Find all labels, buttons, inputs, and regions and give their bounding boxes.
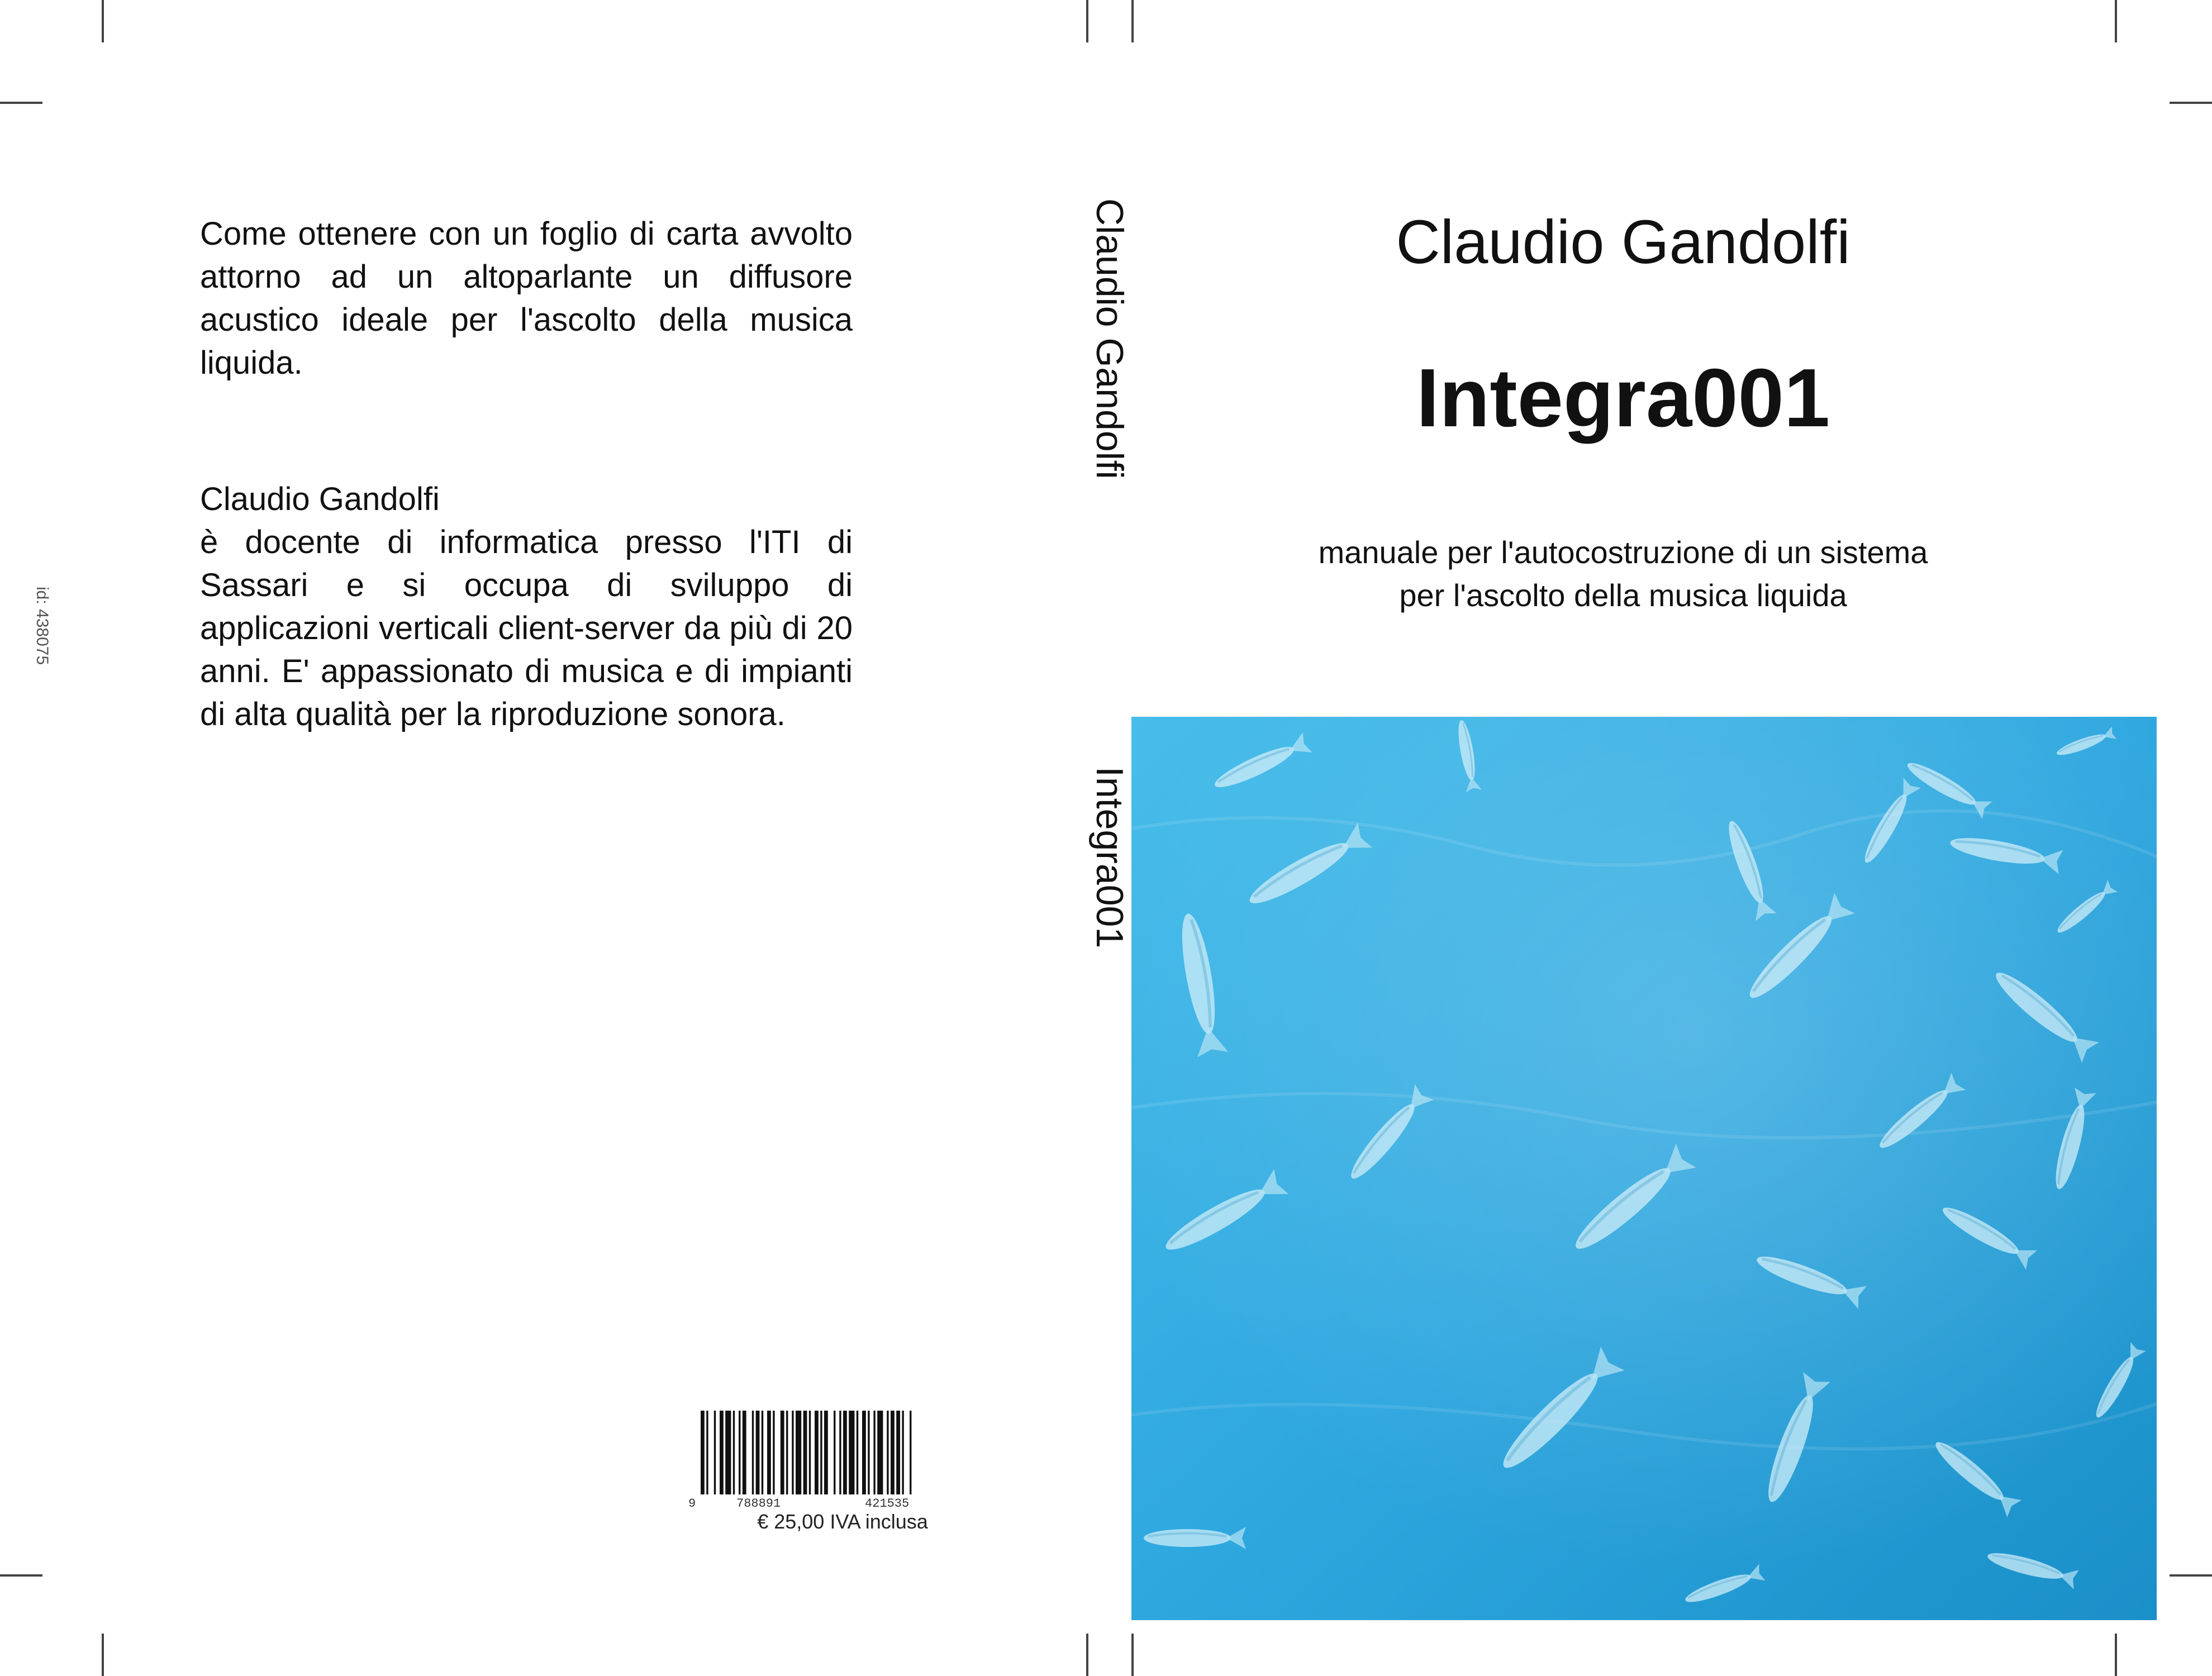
barcode-digit-group-left: 788891 [736, 1497, 781, 1511]
crop-mark-left-bottom [0, 1574, 42, 1577]
crop-mark-right-bottom [2170, 1574, 2212, 1577]
cover-photo-fish [1131, 717, 2157, 1620]
barcode-bars [701, 1411, 984, 1494]
crop-mark-top-right [2115, 0, 2117, 42]
barcode-digit-lead: 9 [688, 1497, 696, 1511]
book-id-label: id: 438075 [33, 587, 51, 665]
front-cover-title: Integra001 [1416, 352, 1830, 444]
barcode-digit-group-right: 421535 [865, 1497, 910, 1511]
crop-mark-bottom-left [102, 1634, 104, 1676]
back-cover-blurb: Come ottenere con un foglio di carta avvolto attorno ad un altoparlante un diffusore acustico ideale per l'ascolto della musica liquida. [200, 216, 853, 381]
crop-mark-bottom-spine-right [1131, 1634, 1134, 1676]
front-cover-subtitle-line-1: manuale per l'autocostruzione di un sistema [1318, 535, 1928, 570]
spine-title: Integra001 [1088, 766, 1131, 949]
front-cover-subtitle [1129, 531, 2118, 617]
front-cover-subtitle-line-2: per l'ascolto della musica liquida [1399, 578, 1847, 613]
crop-mark-bottom-spine-left [1086, 1634, 1088, 1676]
crop-mark-top-left [102, 0, 104, 42]
back-cover-author-name: Claudio Gandolfi [200, 481, 440, 517]
crop-mark-bottom-right [2115, 1634, 2117, 1676]
crop-mark-left-top [0, 102, 42, 104]
crop-mark-top-spine-left [1086, 0, 1088, 42]
barcode [688, 1411, 988, 1534]
spine-author: Claudio Gandolfi [1088, 198, 1131, 479]
crop-mark-top-spine-right [1131, 0, 1134, 42]
front-cover-author: Claudio Gandolfi [1396, 208, 1851, 277]
cover-photo-image [1131, 717, 2157, 1620]
back-cover-author-bio: è docente di informatica presso l'ITI di Sassari e si occupa di sviluppo di applicazioni verticali client-server da più di 20 anni. E' appassionato di musica e di impianti di alta qualità per la riproduzione sonora. [200, 524, 853, 732]
crop-mark-right-top [2170, 102, 2212, 104]
barcode-price: € 25,00 IVA inclusa [757, 1510, 928, 1533]
